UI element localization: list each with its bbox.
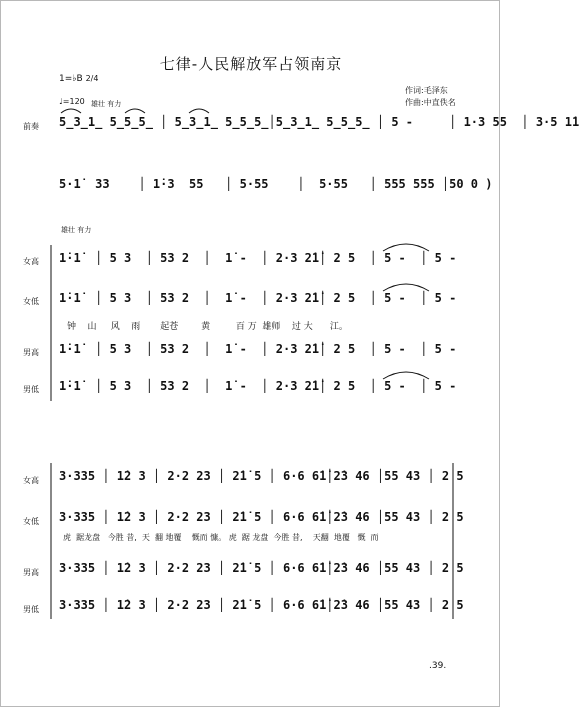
tie-alto bbox=[383, 284, 429, 291]
expression-mark: 雄壮 有力 bbox=[91, 100, 122, 108]
tie-intro-2 bbox=[125, 109, 145, 113]
part-label-soprano-2: 女高 bbox=[23, 476, 39, 485]
bass-notes: 1̇·1̇ │ 5 3 │ 53 2 │ 1̇ - │ 2·3 2̇1̇│ 2 5 │ 5 - │ 5 - bbox=[59, 379, 457, 393]
tie-bass bbox=[383, 372, 429, 379]
key-label: 1=♭B bbox=[59, 74, 83, 84]
intro-row-2: 5·1̇ 33 │ 1̇·3 55 │ 5·55 │ 5·55 │ 555 555 │50 0 ) bbox=[59, 177, 493, 191]
alto-notes: 1̇·1̇ │ 5 3 │ 53 2 │ 1̇ - │ 2·3 2̇1̇│ 2 5 │ 5 - │ 5 - bbox=[59, 291, 457, 305]
page-title: 七律-人民解放军占领南京 bbox=[159, 55, 343, 73]
page-number: .39. bbox=[429, 661, 447, 671]
lyrics-line-2: 虎 踞龙盘 今胜 昔, 天 翻 地覆 慨而 慷。 虎 踞 龙盘 今胜 昔, 天翻 地覆 慨 而 bbox=[63, 533, 379, 542]
tenor-notes: 1̇·1̇ │ 5 3 │ 53 2 │ 1̇ - │ 2·3 2̇1̇│ 2 5 │ 5 - │ 5 - bbox=[59, 342, 457, 356]
tenor-notes-2: 3·335 │ 1̇2 3 │ 2·2 23 │ 2̇1̇ 5 │ 6·6 6̇1̇│2̇3 46 │55 43 │ 2 5 bbox=[59, 561, 464, 575]
score-marks bbox=[1, 1, 499, 706]
tie-intro-3 bbox=[189, 109, 209, 113]
expression-mark-2: 雄壮 有力 bbox=[61, 226, 92, 234]
tie-soprano bbox=[383, 244, 429, 251]
part-label-alto-2: 女低 bbox=[23, 517, 39, 526]
soprano-notes-2: 3·335 │ 1̇2 3 │ 2·2 23 │ 2̇1̇ 5 │ 6·6 6̇1̇│2̇3 46 │55 43 │ 2 5 bbox=[59, 469, 464, 483]
tempo-marking: ♩=120 bbox=[59, 97, 85, 106]
time-signature: 2/4 bbox=[85, 74, 99, 83]
alto-notes-2: 3·335 │ 1̇2 3 │ 2·2 23 │ 2̇1̇ 5 │ 6·6 6̇1̇│2̇3 46 │55 43 │ 2 5 bbox=[59, 510, 464, 524]
soprano-notes: 1̇·1̇ │ 5 3 │ 53 2 │ 1̇ - │ 2·3 2̇1̇│ 2 5 │ 5 - │ 5 - bbox=[59, 251, 457, 265]
composer-credit: 作曲:中直佚名 bbox=[405, 98, 456, 107]
part-label-tenor: 男高 bbox=[23, 348, 39, 357]
intro-label: 前奏 bbox=[23, 122, 39, 131]
lyricist-credit: 作词:毛泽东 bbox=[405, 86, 448, 95]
part-label-bass: 男低 bbox=[23, 385, 39, 394]
part-label-tenor-2: 男高 bbox=[23, 568, 39, 577]
tie-intro-1 bbox=[61, 109, 81, 113]
intro-row-1: 5̲3̲1̲ 5̲5̲5̲ │ 5̲3̲1̲ 5̲5̲5̲│5̲3̲1̲ 5̲5̲5̲ │ 5 - │ 1·3 55 │ 3·5 1̇1̇ bbox=[59, 115, 579, 129]
lyrics-line-1: 钟 山 风 雨 起苍 黄 百 万 雄师 过 大 江。 bbox=[67, 322, 348, 332]
part-label-soprano: 女高 bbox=[23, 257, 39, 266]
bass-notes-2: 3·335 │ 1̇2 3 │ 2·2 23 │ 2̇1̇ 5 │ 6·6 6̇1̇│2̇3 46 │55 43 │ 2 5 bbox=[59, 598, 464, 612]
part-label-bass-2: 男低 bbox=[23, 605, 39, 614]
part-label-alto: 女低 bbox=[23, 297, 39, 306]
